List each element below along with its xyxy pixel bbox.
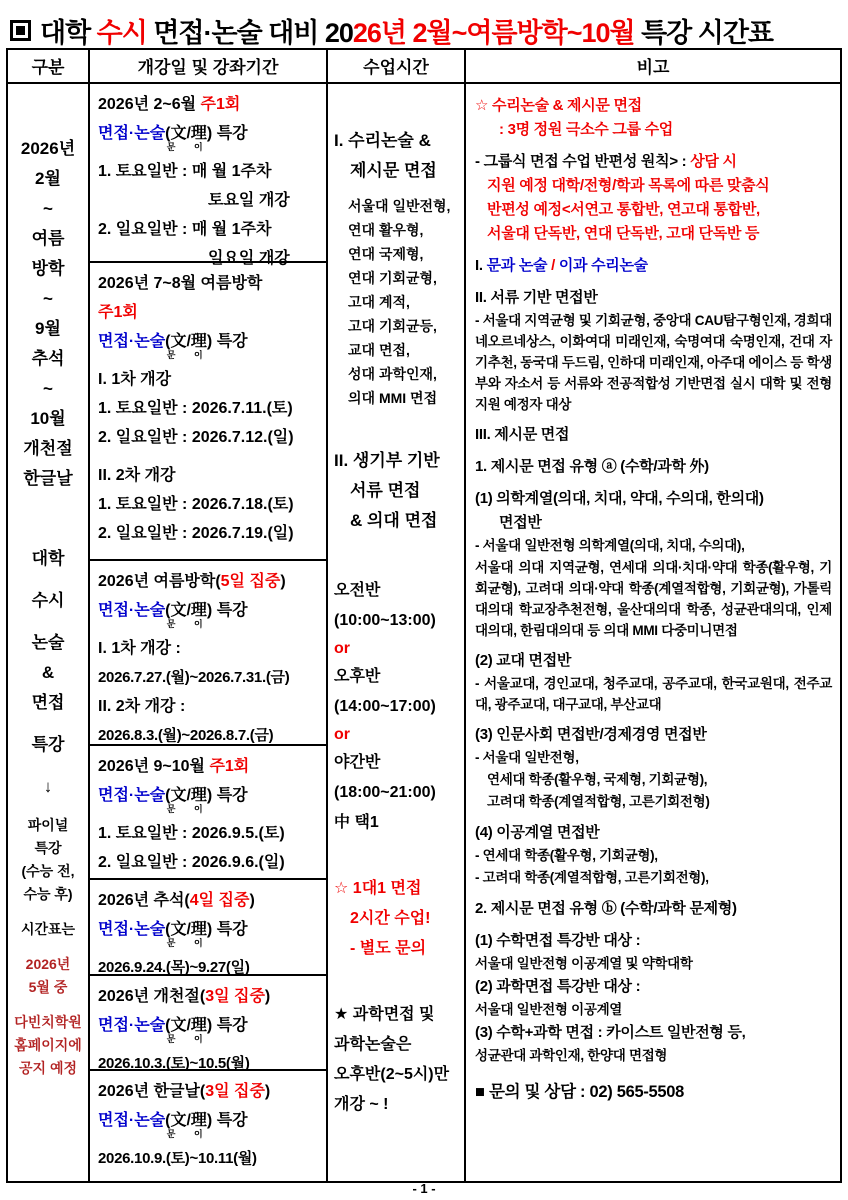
text-line: 대학 수시 면접·논술 대비 2026년 2월~여름방학~10월 특강 시간표 [40,18,774,48]
text-line: (1) 의학계열(의대, 치대, 약대, 수의대, 한의대) [475,490,764,507]
text-line: - 서울교대, 경인교대, 청주교대, 공주교대, 한국교원대, 전주교대, 광주교대, 대구교대, 부산교대 [475,676,832,712]
table-body-row [8,84,840,1181]
text-line: 연세대 학종(활우형, 국제형, 기회균형), [487,772,708,787]
text-line: ↓ [43,777,53,796]
text-line: 다빈치학원 [14,1014,82,1030]
text-line: 토요일 개강 [208,192,290,209]
text-line: or [334,640,350,657]
text-line: ~ [43,379,53,398]
text-line: 제시문 면접 [350,161,437,180]
text-line: 서울대 일반전형 이공계열 및 약학대학 [475,956,693,971]
text-line: 교대 면접, [348,342,410,358]
text-line: (10:00~13:00) [334,612,436,629]
hanja-ruby: 문 이 [166,142,211,152]
table-header-row [8,50,840,84]
schedule-section [90,261,326,559]
text-line: 추석 [31,349,65,368]
text-line: 면접·논술(文/理) 문 이 특강 [98,602,248,629]
text-line: 서류 면접 [350,481,421,500]
text-line: 서울대 일반전형, [348,198,451,214]
text-line: 고대 기회균등, [348,318,437,334]
text-line: 개천절 [23,439,73,458]
text-line: 연대 활우형, [348,222,424,238]
text-line: 2026.8.3.(월)~2026.8.7.(금) [98,727,274,744]
text-line: (4) 이공계열 면접반 [475,824,600,841]
header-remarks: 비고 [464,50,840,82]
text-line: 2026년 7~8월 여름방학 [98,275,263,292]
text-line: 2026년 개천절(3일 집중) [98,988,271,1005]
text-line: 홈페이지에 [14,1037,82,1053]
text-line: (3) 인문사회 면접반/경제경영 면접반 [475,726,707,743]
text-line: 中 택1 [334,814,379,831]
text-line: 2. 일요일반 : 2026.9.6.(일) [98,854,285,871]
text-line: 공지 예정 [19,1060,77,1076]
text-line: (1) 수학면접 특강반 대상 : [475,932,641,949]
text-line: ★ 과학면접 및 [334,1006,435,1023]
page-number: - 1 - [412,1181,436,1196]
hanja-ruby: 문 이 [166,938,211,948]
course-period-column [88,84,326,1181]
text-line: 2. 제시문 면접 유형 ⓑ (수학/과학 문제형) [475,900,737,917]
text-line: 5월 중 [28,979,68,995]
text-line: 파이널 [27,817,69,833]
page-title-text [40,11,773,50]
text-line: 야간반 [334,754,381,771]
text-line: (수능 전, [21,863,75,879]
text-line: 면접반 [499,514,542,531]
schedule-section [90,974,326,1072]
text-line: - 별도 문의 [350,940,427,957]
text-line: - 고려대 학종(계열적합형, 고른기회전형), [475,870,709,885]
text-line: 특강 [31,735,65,754]
schedule-section [90,84,326,267]
schedule-table [6,48,842,1183]
text-line: 반편성 예정<서연고 통합반, 연고대 통합반, [487,201,760,218]
hanja-ruby: 문 이 [166,619,211,629]
text-line: - 연세대 학종(활우형, 기회균형), [475,848,658,863]
text-line: 1. 토요일반 : 2026.7.11.(토) [98,400,293,417]
text-line: 2. 일요일반 : 2026.7.12.(일) [98,429,294,446]
text-line: 오후반(2~5시)만 [334,1066,450,1083]
text-line: 1. 제시문 면접 유형 ⓐ (수학/과학 外) [475,458,709,475]
hanja-ruby: 문 이 [166,1034,211,1044]
text-line: 면접·논술(文/理) 문 이 특강 [98,125,248,152]
text-line: 면접·논술(文/理) 문 이 특강 [98,333,248,360]
title-bullet-icon [10,20,31,41]
text-line: 연대 기회균형, [348,270,437,286]
text-line: 서울대 단독반, 연대 단독반, 고대 단독반 등 [487,225,760,242]
text-line: 면접·논술(文/理) 문 이 특강 [98,921,248,948]
text-line: (2) 교대 면접반 [475,652,572,669]
text-line: II. 생기부 기반 [334,451,440,470]
text-line: 고려대 학종(계열적합형, 고른기회전형) [487,794,710,809]
schedule-section [90,878,326,974]
text-line: 2시간 수업! [350,910,431,927]
text-line: - 서울대 일반전형, [475,750,579,765]
text-line: 1. 토요일반 : 매 월 1주차 [98,163,272,180]
text-line: 2026.10.9.(토)~10.11(월) [98,1150,257,1167]
text-line: II. 서류 기반 면접반 [475,289,598,306]
header-class-time: 수업시간 [326,50,464,82]
class-time-column [326,84,464,1181]
text-line: 개강 ~ ! [334,1096,389,1113]
text-line: I. 1차 개강 : [98,640,181,657]
text-line: 고대 계적, [348,294,410,310]
text-line: (14:00~17:00) [334,698,436,715]
text-line: : 3명 정원 극소수 그룹 수업 [499,121,673,138]
text-line: 2월 [35,169,61,188]
text-line: II. 2차 개강 : [98,698,186,715]
text-line: 한글날 [23,469,73,488]
text-line: 2026.7.27.(월)~2026.7.31.(금) [98,669,290,686]
text-line: I. 수리논술 & [334,131,431,150]
text-line: II. 2차 개강 [98,467,176,484]
text-line: 2026년 2~6월 주1회 [98,96,241,113]
text-line: 수능 후) [23,886,73,902]
text-line: 2. 일요일반 : 매 월 1주차 [98,221,272,238]
text-line: 오전반 [334,582,381,599]
text-line: ☆ 수리논술 & 제시문 면접 [475,97,642,114]
text-line: 2. 일요일반 : 2026.7.19.(일) [98,525,294,542]
text-line: 오후반 [334,668,381,685]
header-category: 구분 [31,58,65,77]
category-column [8,84,88,1181]
text-line: 수시 [31,591,65,610]
text-line: 면접·논술(文/理) 문 이 특강 [98,1017,248,1044]
text-line: 논술 [31,633,65,652]
text-line: (2) 과학면접 특강반 대상 : [475,978,641,995]
text-line: 대학 [31,549,65,568]
text-line: & 의대 면접 [350,511,438,530]
text-line: 면접 [31,693,65,712]
text-line: 과학논술은 [334,1036,412,1053]
schedule-section [90,744,326,878]
text-line: 여름 [31,229,65,248]
text-line: 9월 [35,319,61,338]
text-line: ~ [43,289,53,308]
text-line: 면접·논술(文/理) 문 이 특강 [98,787,248,814]
text-line: 특강 [34,840,62,856]
text-line: 성균관대 과학인재, 한양대 면접형 [475,1048,668,1063]
hanja-ruby: 문 이 [166,350,211,360]
header-course-period: 개강일 및 강좌기간 [88,50,326,82]
schedule-section [90,1069,326,1181]
text-line: 서울대 의대 지역균형, 연세대 의대·치대·약대 학종(활우형, 기회균형), 고려대 의대·약대 학종(계열적합형, 기회균형), 가톨릭대의대 학교장추천전형, 울산대의대 학종, 성균관대의대, 인제대의대, 한림대의대 등 의대 MMI 다중미니면접 [475,560,832,638]
text-line: (3) 수학+과학 면접 : 카이스트 일반전형 등, [475,1024,746,1041]
text-line: - 서울대 일반전형 의학계열(의대, 치대, 수의대), [475,538,745,553]
hanja-ruby: 문 이 [166,1129,211,1139]
text-line: 2026.9.24.(목)~9.27(일) [98,959,250,976]
text-line: or [334,726,350,743]
text-line: 방학 [31,259,65,278]
text-line: ☆ 1대1 면접 [334,880,422,897]
text-line: 2026.10.3.(토)~10.5(월) [98,1055,250,1072]
text-line: ~ [43,199,53,218]
text-line: 2026년 [25,956,71,972]
remarks-column [464,84,840,1181]
text-line: 면접·논술(文/理) 문 이 특강 [98,1112,248,1139]
text-line: 서울대 일반전형 이공계열 [475,1002,623,1017]
text-line: I. 문과 논술 / 이과 수리논술 [475,257,648,274]
text-line: 2026년 9~10월 주1회 [98,758,250,775]
text-line: 10월 [30,409,66,428]
text-line: 1. 토요일반 : 2026.7.18.(토) [98,496,294,513]
text-line: 연대 국제형, [348,246,424,262]
text-line: - 그룹식 면접 수업 반편성 원칙> : 상담 시 [475,153,737,170]
text-line: 주1회 [98,304,138,321]
text-line: 1. 토요일반 : 2026.9.5.(토) [98,825,285,842]
text-line: 2026년 여름방학(5일 집중) [98,573,286,590]
text-line: 2026년 추석(4일 집중) [98,892,255,909]
text-line: I. 1차 개강 [98,371,172,388]
text-line: 2026년 한글날(3일 집중) [98,1083,271,1100]
hanja-ruby: 문 이 [166,804,211,814]
text-line: 2026년 [20,139,76,158]
text-line: 지원 예정 대학/전형/학과 목록에 따른 맞춤식 [487,177,770,194]
schedule-section [90,559,326,744]
text-line: 일요일 개강 [208,250,290,267]
text-line: & [41,663,55,682]
text-line: (18:00~21:00) [334,784,436,801]
text-line: 성대 과학인재, [348,366,437,382]
text-line: 시간표는 [20,921,76,937]
text-line: ■ 문의 및 상담 : 02) 565-5508 [475,1083,685,1101]
text-line: III. 제시문 면접 [475,426,570,443]
page-title [0,0,848,55]
text-line: 의대 MMI 면접 [348,390,438,406]
text-line: - 서울대 지역균형 및 기회균형, 중앙대 CAU탐구형인재, 경희대 네오르네상스, 이화여대 미래인재, 숙명여대 숙명인재, 건대 자기추천, 동국대 두드림, 인하대 미래인재, 아주대 에이스 등 학생부와 자소서 등 서류와 전공적합성 기반면접 실시 대학 및 전형 지원 예정자 대상 [475,313,832,412]
